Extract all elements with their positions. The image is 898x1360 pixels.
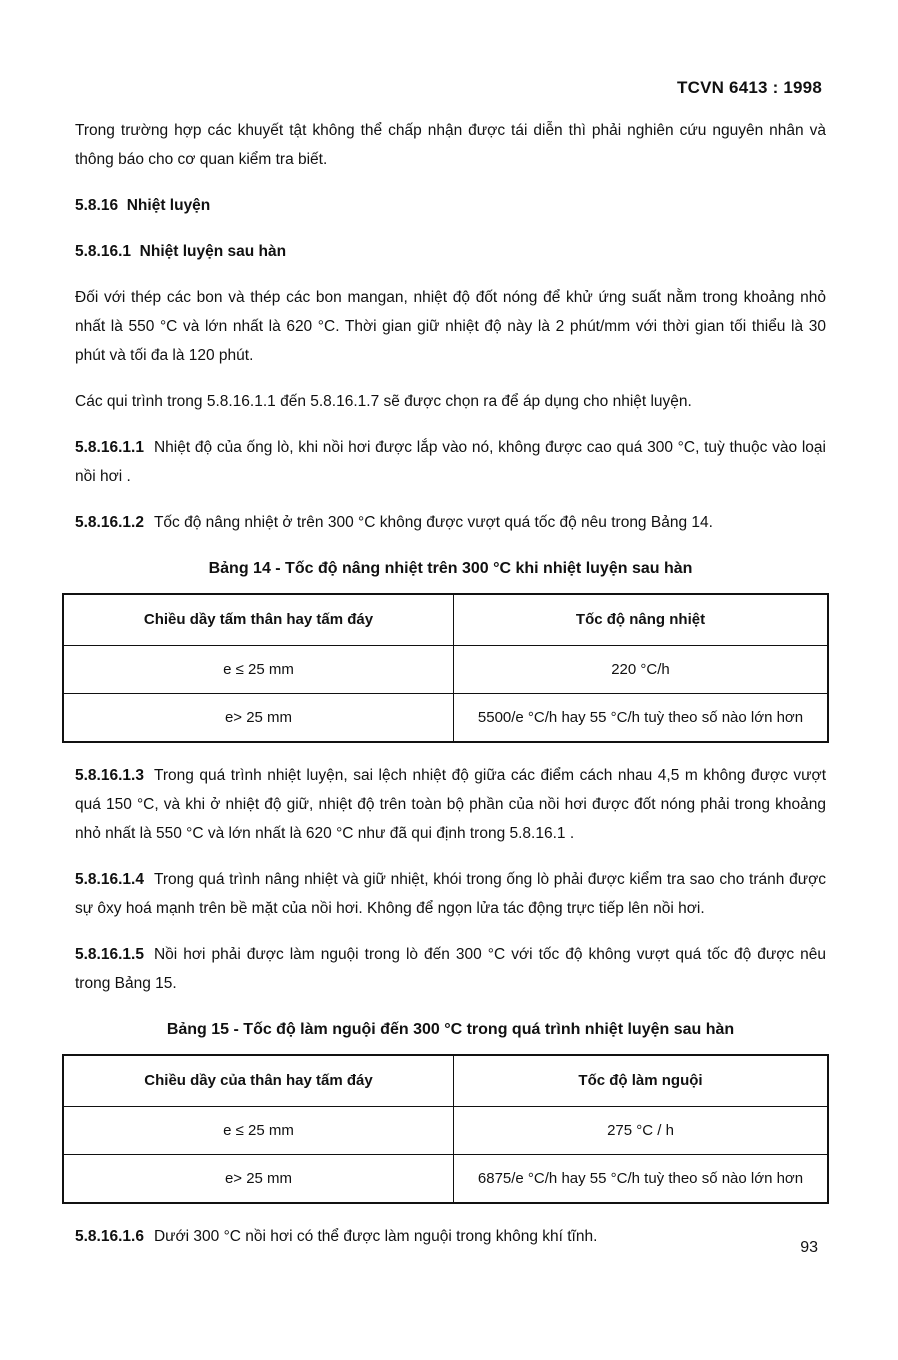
table-header-row (63, 1055, 828, 1107)
section-number: 5.8.16 (75, 197, 119, 214)
table-cell: 6875/e °C/h hay 55 °C/h tuỳ theo số nào lớn hơn (454, 1155, 829, 1204)
table-header-cell: Tốc độ nâng nhiệt (454, 594, 829, 646)
section-title: Nhiệt luyện (126, 197, 211, 214)
clause-text: Dưới 300 °C nồi hơi có thể được làm nguội trong không khí tĩnh. (153, 1228, 598, 1245)
clause-text: Tốc độ nâng nhiệt ở trên 300 °C không được vượt quá tốc độ nêu trong Bảng 14. (153, 514, 713, 531)
section-heading-5-8-16-1 (75, 237, 826, 266)
table-cell: 5500/e °C/h hay 55 °C/h tuỳ theo số nào lớn hơn (454, 694, 829, 743)
clause-5-8-16-1-6 (75, 1222, 826, 1251)
paragraph-procedures: Các qui trình trong 5.8.16.1.1 đến 5.8.16.1.7 sẽ được chọn ra để áp dụng cho nhiệt luyện. (75, 393, 692, 410)
table-15-title: Bảng 15 - Tốc độ làm nguội đến 300 °C trong quá trình nhiệt luyện sau hàn (166, 1021, 735, 1038)
table-14 (62, 593, 829, 743)
standard-header: TCVN 6413 : 1998 (677, 78, 822, 97)
clause-text: Nhiệt độ của ống lò, khi nồi hơi được lắp vào nó, không được cao quá 300 °C, tuỳ thuộc vào loại nồi hơi . (75, 439, 826, 485)
section-number: 5.8.16.1 (75, 243, 132, 260)
paragraph-stress-relief: Đối với thép các bon và thép các bon mangan, nhiệt độ đốt nóng để khử ứng suất nằm trong khoảng nhỏ nhất là 550 °C và lớn nhất là 620 °C. Thời gian giữ nhiệt độ này là 2 phút/mm với thời gian tối thiểu là 30 phút và tối đa là 120 phút. (75, 289, 826, 364)
table-row (63, 646, 828, 694)
table-header-cell: Tốc độ làm nguội (454, 1055, 829, 1107)
table-header-cell: Chiều dầy tấm thân hay tấm đáy (63, 594, 454, 646)
page-number: 93 (800, 1239, 818, 1256)
table-cell: e ≤ 25 mm (63, 646, 454, 694)
clause-text: Trong quá trình nâng nhiệt và giữ nhiệt, khói trong ống lò phải được kiểm tra sao cho tránh được sự ôxy hoá mạnh trên bề mặt của nồi hơi. Không để ngọn lửa tác động trực tiếp lên nồi hơi. (75, 871, 826, 917)
page-content (75, 116, 826, 1268)
clause-text: Nồi hơi phải được làm nguội trong lò đến 300 °C với tốc độ không vượt quá tốc độ được nêu trong Bảng 15. (75, 946, 826, 992)
clause-5-8-16-1-1 (75, 433, 826, 491)
clause-5-8-16-1-2 (75, 508, 826, 537)
clause-5-8-16-1-3 (75, 761, 826, 848)
clause-number: 5.8.16.1.6 (75, 1228, 144, 1245)
table-row (63, 1107, 828, 1155)
table-cell: e> 25 mm (63, 1155, 454, 1204)
section-heading-5-8-16 (75, 191, 826, 220)
table-cell: e> 25 mm (63, 694, 454, 743)
table-15 (62, 1054, 829, 1204)
clause-5-8-16-1-5 (75, 940, 826, 998)
intro-paragraph: Trong trường hợp các khuyết tật không thể chấp nhận được tái diễn thì phải nghiên cứu nguyên nhân và thông báo cho cơ quan kiểm tra biết. (75, 122, 826, 168)
table-row (63, 1155, 828, 1204)
table-cell: 275 °C / h (454, 1107, 829, 1155)
clause-5-8-16-1-4 (75, 865, 826, 923)
clause-number: 5.8.16.1.2 (75, 514, 144, 531)
clause-number: 5.8.16.1.5 (75, 946, 144, 963)
clause-number: 5.8.16.1.4 (75, 871, 144, 888)
table-header-row (63, 594, 828, 646)
clause-number: 5.8.16.1.1 (75, 439, 144, 456)
section-title: Nhiệt luyện sau hàn (139, 243, 287, 260)
table-header-cell: Chiều dầy của thân hay tấm đáy (63, 1055, 454, 1107)
clause-number: 5.8.16.1.3 (75, 767, 144, 784)
clause-text: Trong quá trình nhiệt luyện, sai lệch nhiệt độ giữa các điểm cách nhau 4,5 m không được vượt quá 150 °C, và khi ở nhiệt độ giữ, nhiệt độ trên toàn bộ phần của nồi hơi được đốt nóng phải trong khoảng nhỏ nhất là 550 °C và lớn nhất là 620 °C như đã qui định trong 5.8.16.1 . (75, 767, 826, 842)
table-14-title: Bảng 14 - Tốc độ nâng nhiệt trên 300 °C khi nhiệt luyện sau hàn (208, 560, 693, 577)
table-cell: 220 °C/h (454, 646, 829, 694)
table-row (63, 694, 828, 743)
table-cell: e ≤ 25 mm (63, 1107, 454, 1155)
